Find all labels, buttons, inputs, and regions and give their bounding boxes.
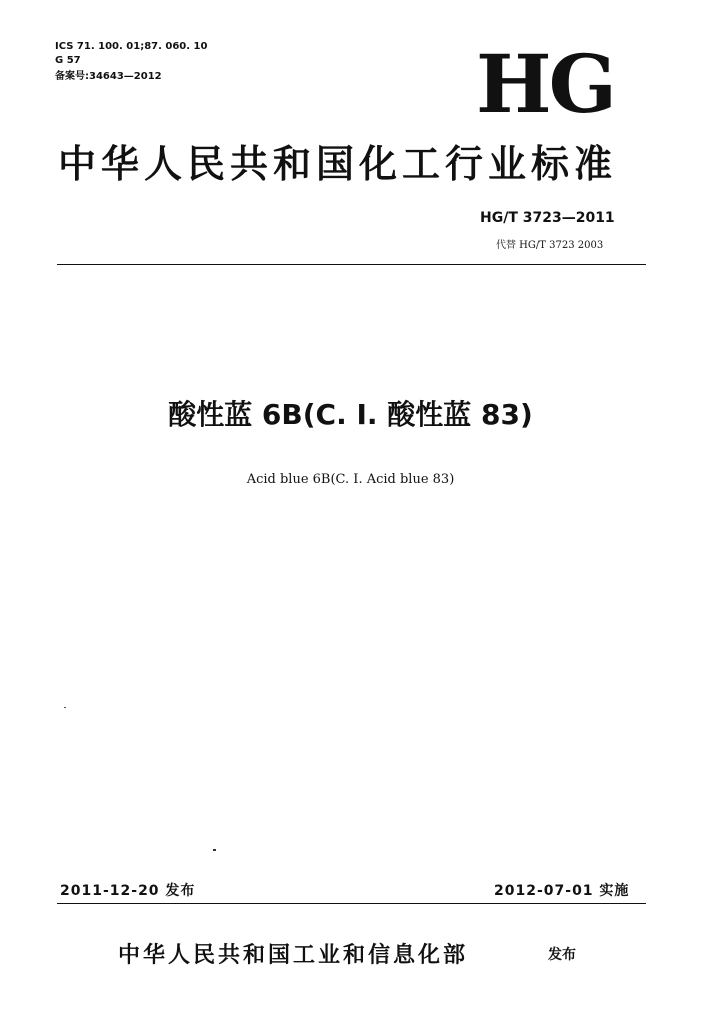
publisher-suffix: 发布 <box>548 947 576 963</box>
document-title-en: Acid blue 6B(C. I. Acid blue 83) <box>246 472 455 487</box>
ics-code: ICS 71. 100. 01;87. 060. 10 <box>55 41 208 52</box>
standard-number: HG/T 3723—2011 <box>480 210 615 226</box>
scan-speck <box>64 707 66 708</box>
filing-number: 备案号:34643—2012 <box>55 71 162 82</box>
document-title-zh: 酸性蓝 6B(C. I. 酸性蓝 83) <box>168 398 533 431</box>
publisher-name: 中华人民共和国工业和信息化部 <box>118 943 469 968</box>
top-divider <box>57 264 646 265</box>
implementation-date: 2012-07-01 实施 <box>494 883 630 899</box>
replaces-note: 代替 HG/T 3723 2003 <box>496 240 604 251</box>
scan-speck <box>213 849 216 851</box>
bottom-divider <box>57 903 646 904</box>
ccs-code: G 57 <box>55 55 81 66</box>
standard-title: 中华人民共和国化工行业标准 <box>58 142 618 186</box>
issue-date: 2011-12-20 发布 <box>60 883 196 899</box>
hg-logo: HG <box>476 37 614 131</box>
